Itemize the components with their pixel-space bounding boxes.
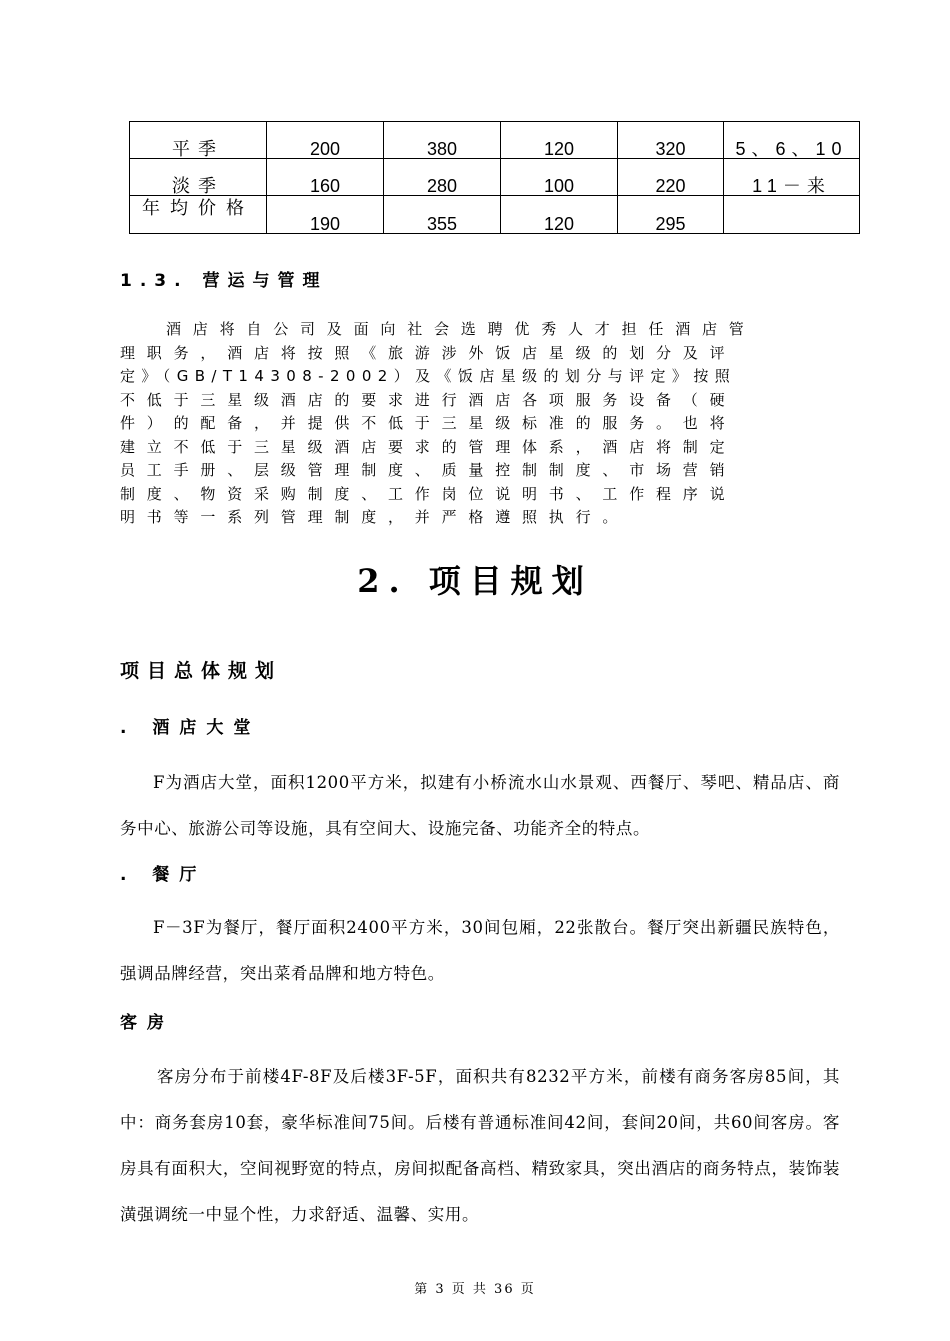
note-cell: 11－来 (724, 159, 860, 196)
price-table (129, 121, 860, 234)
price-cell: 120 (501, 196, 618, 234)
price-cell: 190 (267, 196, 384, 234)
price-cell: 355 (384, 196, 501, 234)
table-row (130, 159, 860, 196)
price-cell: 320 (618, 122, 724, 159)
season-cell: 平季 (130, 122, 267, 159)
section-body (120, 318, 756, 530)
lobby-heading: . 酒店大堂 (120, 718, 261, 738)
restaurant-paragraph: F－3F为餐厅，餐厅面积2400平方米，30间包厢，22张散台。餐厅突出新疆民族特色，强调品牌经营，突出菜肴品牌和地方特色。 (120, 918, 840, 983)
body-line: 明书等一系列管理制度，并严格遵照执行。 (120, 508, 630, 526)
price-cell: 380 (384, 122, 501, 159)
season-cell: 年均价格 (130, 196, 267, 234)
price-cell: 295 (618, 196, 724, 234)
body-line: 酒店将自公司及面向社会选聘优秀人才担任酒店管 (166, 320, 756, 338)
price-cell: 200 (267, 122, 384, 159)
body-line: 员工手册、层级管理制度、质量控制制度、市场营销 (120, 461, 737, 479)
chapter-title: 2. 项目规划 (357, 562, 593, 600)
table-row (130, 196, 860, 234)
price-cell: 220 (618, 159, 724, 196)
season-cell: 淡季 (130, 159, 267, 196)
subsection-title: 项目总体规划 (120, 660, 283, 682)
table-row (130, 122, 860, 159)
note-cell (724, 196, 860, 234)
rooms-paragraph: 客房分布于前楼4F-8F及后楼3F-5F，面积共有8232平方米，前楼有商务客房85间，其中：商务套房10套，豪华标准间75间。后楼有普通标准间42间，套间20间，共60间客房。客房具有面积大，空间视野宽的特点，房间拟配备高档、精致家具，突出酒店的商务特点，装饰装潢强调统一中显个性，力求舒适、温馨、实用。 (120, 1067, 840, 1224)
note-cell: 5、6、10 (724, 122, 860, 159)
price-cell: 160 (267, 159, 384, 196)
price-cell: 280 (384, 159, 501, 196)
section-heading: 1.3. 营运与管理 (120, 271, 328, 291)
page-footer: 第 3 页 共 36 页 (414, 1282, 536, 1297)
body-line: 不低于三星级酒店的要求进行酒店各项服务设备（硬 (120, 390, 737, 409)
body-line: 定》（GB/T14308-2002）及《饭店星级的划分与评定》按照 (120, 367, 737, 385)
price-cell: 120 (501, 122, 618, 159)
rooms-heading: 客房 (120, 1013, 174, 1033)
body-line: 建立不低于三星级酒店要求的管理体系，酒店将制定 (120, 437, 737, 456)
body-line: 件）的配备，并提供不低于三星级标准的服务。也将 (120, 414, 737, 432)
price-cell: 100 (501, 159, 618, 196)
restaurant-heading: . 餐厅 (120, 865, 207, 885)
lobby-paragraph: F为酒店大堂，面积1200平方米，拟建有小桥流水山水景观、西餐厅、琴吧、精品店、商务中心、旅游公司等设施，具有空间大、设施完备、功能齐全的特点。 (120, 773, 840, 838)
body-line: 理职务，酒店将按照《旅游涉外饭店星级的划分及评 (120, 343, 737, 362)
body-line: 制度、物资采购制度、工作岗位说明书、工作程序说 (120, 484, 737, 503)
